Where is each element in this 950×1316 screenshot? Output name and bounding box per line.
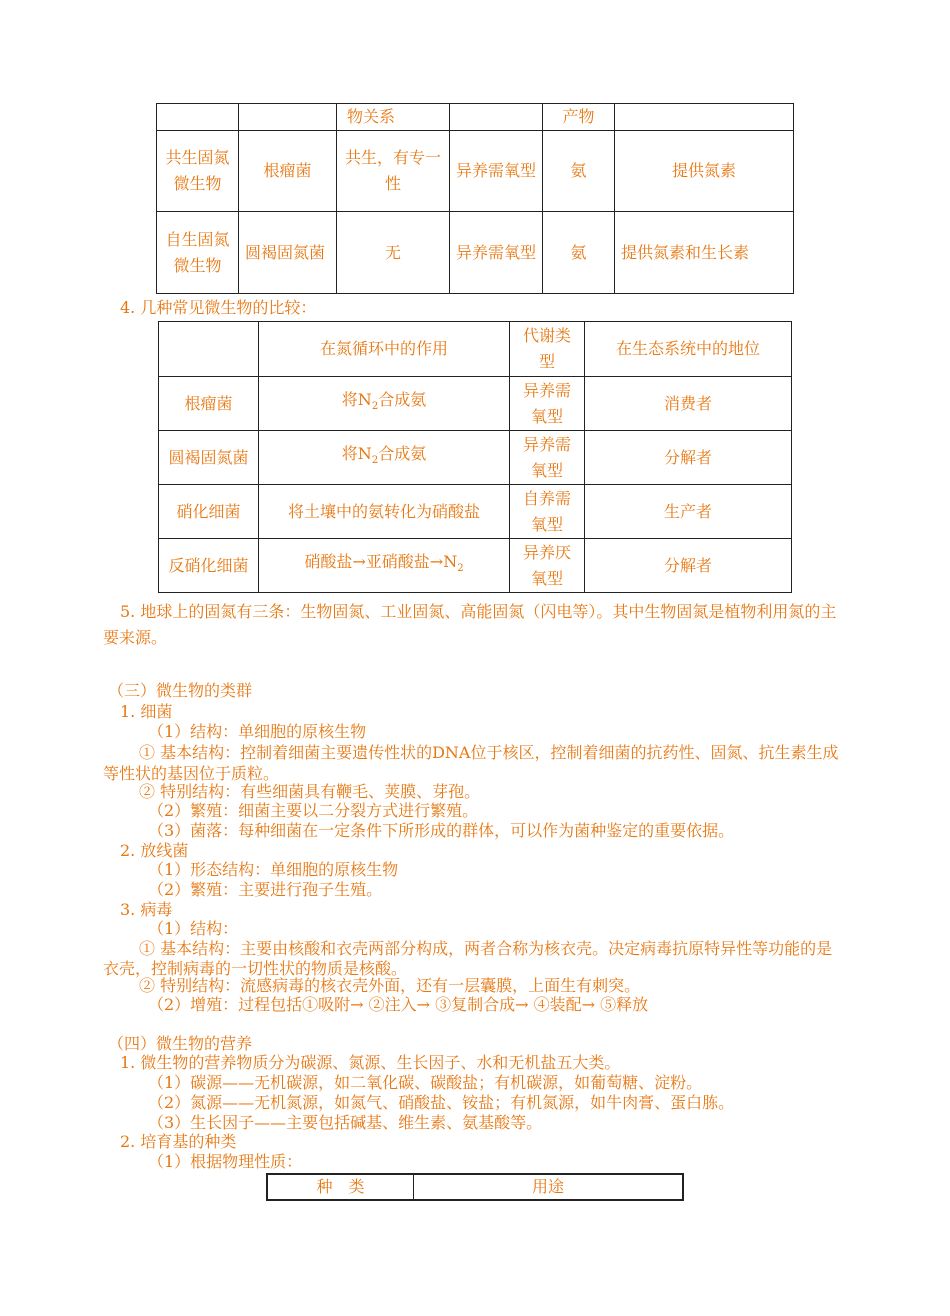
table-cell: 生产者 <box>585 485 792 539</box>
table-cell <box>450 104 543 131</box>
table-cell: 共生固氮微生物 <box>157 131 239 212</box>
table-header-cell <box>159 322 259 377</box>
text-line: （3）菌落：每种细菌在一定条件下所形成的群体，可以作为菌种鉴定的重要依据。 <box>148 821 735 840</box>
text-line: （3）生长因子——主要包括碱基、维生素、氨基酸等。 <box>148 1113 543 1132</box>
table-row <box>159 431 792 485</box>
subheading: 1. 微生物的营养物质分为碳源、氮源、生长因子、水和无机盐五大类。 <box>120 1053 621 1072</box>
table-cell <box>615 104 794 131</box>
table-cell: 根瘤菌 <box>239 131 337 212</box>
subscript: 2 <box>371 401 379 413</box>
table-cell: 异养厌氧型 <box>510 539 585 593</box>
table-media-types <box>266 1173 684 1201</box>
text-line: （1）形态结构：单细胞的原核生物 <box>148 860 399 879</box>
section-title: （三）微生物的类群 <box>108 681 253 700</box>
table-cell: 硝化细菌 <box>159 485 259 539</box>
text-line: （1）碳源——无机碳源，如二氧化碳、碳酸盐；有机碳源，如葡萄糖、淀粉。 <box>148 1073 703 1092</box>
text-line: （2）繁殖：细菌主要以二分裂方式进行繁殖。 <box>148 801 479 820</box>
table-nitrogen-fixers <box>156 103 794 294</box>
text-line: （1）结构：单细胞的原核生物 <box>148 722 367 741</box>
text-line: （2）繁殖：主要进行孢子生殖。 <box>148 880 383 899</box>
table-header-cell: 代谢类型 <box>510 322 585 377</box>
table-cell: 异养需氧型 <box>450 212 543 294</box>
subheading: 2. 培育基的种类 <box>120 1132 237 1151</box>
text-line: （1）根据物理性质： <box>148 1152 303 1171</box>
table-row <box>159 377 792 431</box>
text-line: ② 特别结构：有些细菌具有鞭毛、荚膜、芽孢。 <box>139 782 481 801</box>
table-cell: 提供氮素 <box>615 131 794 212</box>
table-cell <box>239 104 337 131</box>
table-cell: 自养需氧型 <box>510 485 585 539</box>
table-cell: 提供氮素和生长素 <box>615 212 794 294</box>
table-cell <box>259 539 510 593</box>
subheading: 2. 放线菌 <box>120 841 189 860</box>
table-row <box>159 539 792 593</box>
subheading: 3. 病毒 <box>120 900 173 919</box>
table-cell <box>259 377 510 431</box>
table-cell: 消费者 <box>585 377 792 431</box>
table-row <box>157 131 794 212</box>
table-row <box>157 212 794 294</box>
role-text: 将N <box>341 389 372 409</box>
text-line: （2）增殖：过程包括①吸附→ ②注入→ ③复制合成→ ④装配→ ⑤释放 <box>148 995 649 1014</box>
table-row <box>159 322 792 377</box>
table-row <box>267 1174 683 1200</box>
section-title: （四）微生物的营养 <box>108 1034 253 1053</box>
table-cell: 无 <box>337 212 450 294</box>
role-text: 硝酸盐→亚硝酸盐→N <box>304 551 458 571</box>
table-header-cell: 在氮循环中的作用 <box>259 322 510 377</box>
text-line: （1）结构： <box>148 919 239 938</box>
table-cell: 反硝化细菌 <box>159 539 259 593</box>
table-cell: 氨 <box>543 212 615 294</box>
subscript: 2 <box>371 455 379 467</box>
table-microbe-comparison <box>158 321 792 593</box>
table-cell: 自生固氮微生物 <box>157 212 239 294</box>
table-row <box>157 104 794 131</box>
table-header-cell: 用途 <box>414 1174 684 1200</box>
role-text: 将N <box>341 443 372 463</box>
table-cell: 产物 <box>543 104 615 131</box>
table-header-cell: 种 类 <box>267 1174 414 1200</box>
role-text: 合成氨 <box>378 443 427 463</box>
table-row <box>159 485 792 539</box>
heading-comparison: 4. 几种常见微生物的比较： <box>120 298 317 317</box>
text-line: （2）氮源——无机氮源，如氮气、硝酸盐、铵盐；有机氮源，如牛肉膏、蛋白胨。 <box>148 1093 735 1112</box>
text-line: ② 特别结构：流感病毒的核衣壳外面，还有一层囊膜，上面生有刺突。 <box>139 976 641 995</box>
table-cell: 异养需氧型 <box>510 431 585 485</box>
table-cell: 异养需氧型 <box>510 377 585 431</box>
table-cell: 圆褐固氮菌 <box>159 431 259 485</box>
table-cell <box>259 431 510 485</box>
paragraph: ① 基本结构：控制着细菌主要遗传性状的DNA位于核区，控制着细菌的抗药性、固氮、抗生素生成等性状的基因位于质粒。 <box>103 743 839 783</box>
table-cell: 物关系 <box>337 104 450 131</box>
table-cell: 分解者 <box>585 431 792 485</box>
table-cell: 共生，有专一性 <box>337 131 450 212</box>
role-text: 将土壤中的氨转化为硝酸盐 <box>287 501 480 521</box>
subscript: 2 <box>457 563 464 575</box>
subheading: 1. 细菌 <box>120 702 173 721</box>
table-cell <box>157 104 239 131</box>
table-cell: 异养需氧型 <box>450 131 543 212</box>
table-cell: 氨 <box>543 131 615 212</box>
table-cell: 分解者 <box>585 539 792 593</box>
table-cell <box>259 485 510 539</box>
table-cell: 圆褐固氮菌 <box>239 212 337 294</box>
paragraph-nitrogen-fixation: 5. 地球上的固氮有三条：生物固氮、工业固氮、高能固氮（闪电等）。其中生物固氮是植物利用氮的主要来源。 <box>103 602 837 647</box>
paragraph: ① 基本结构：主要由核酸和衣壳两部分构成，两者合称为核衣壳。决定病毒抗原特异性等功能的是衣壳，控制病毒的一切性状的物质是核酸。 <box>103 939 833 978</box>
table-cell: 根瘤菌 <box>159 377 259 431</box>
table-header-cell: 在生态系统中的地位 <box>585 322 792 377</box>
role-text: 合成氨 <box>378 389 427 409</box>
